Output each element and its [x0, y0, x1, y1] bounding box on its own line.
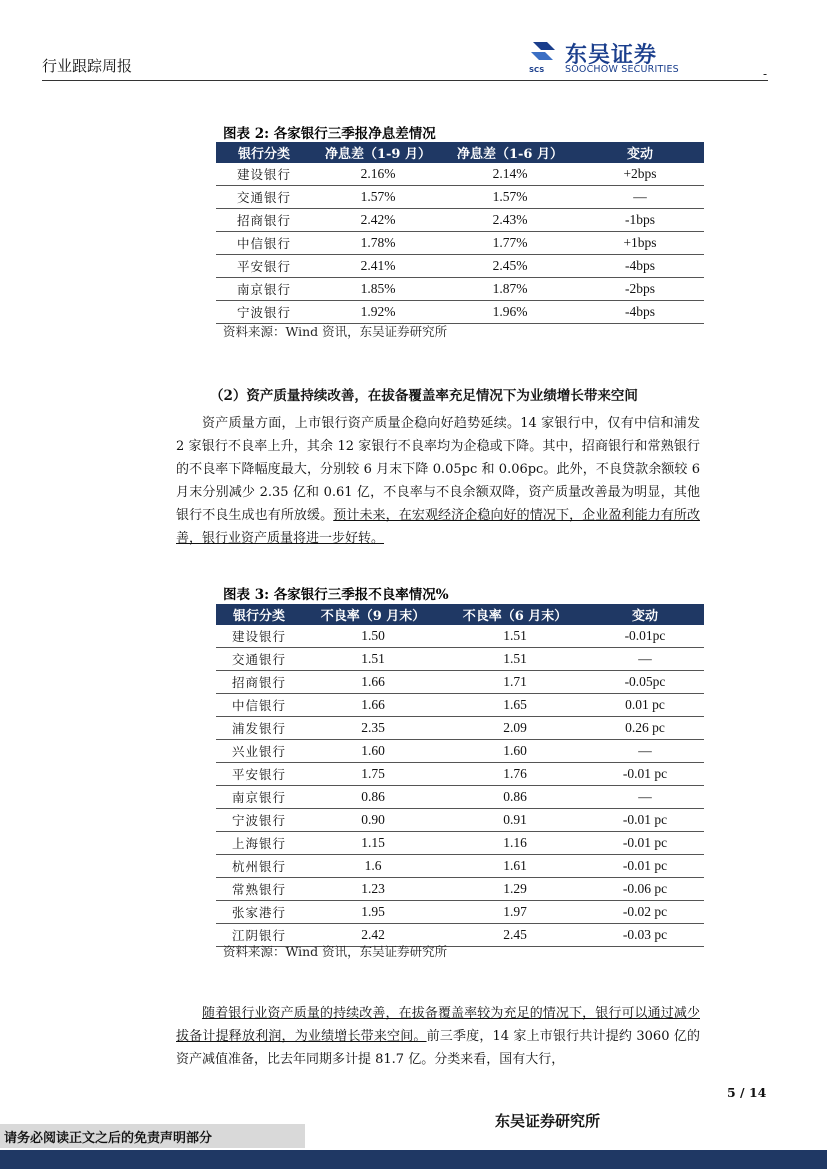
paragraph-text: 资产质量方面，上市银行资产质量企稳向好趋势延续。14 家银行中，仅有中信和浦发 2 家银行不良率上升，其余 12 家银行不良率均为企稳或下降。其中，招商银行和常熟银行的不良率下降幅度最大，分别较 6 月末下降 0.05pc 和 0.06pc。此外，不良贷款余额较 6 月末分别减少 2.35 亿和 0.61 亿，不良率与不良余额双降，资产质量改善最为明显，其他银行不良生成也有所放缓。	[176, 416, 700, 523]
bank-name-cell: 常熟银行	[216, 878, 302, 901]
table-cell: —	[586, 740, 704, 763]
bank-name-cell: 上海银行	[216, 832, 302, 855]
table-cell: 0.86	[302, 786, 444, 809]
logo-english-name: SOOCHOW SECURITIES	[565, 64, 679, 75]
table-cell: 1.65	[444, 694, 586, 717]
bank-name-cell: 杭州银行	[216, 855, 302, 878]
table-cell: -4bps	[576, 301, 704, 324]
table-cell: +2bps	[576, 163, 704, 186]
table-row	[216, 301, 704, 324]
company-logo	[527, 38, 707, 78]
table2-caption: 图表 2: 各家银行三季报净息差情况	[223, 126, 436, 142]
table-cell: -0.01 pc	[586, 855, 704, 878]
table3-header-cell: 变动	[586, 604, 704, 625]
table-cell: 0.01 pc	[586, 694, 704, 717]
table-row	[216, 763, 704, 786]
table-cell: 0.90	[302, 809, 444, 832]
table-cell: 1.71	[444, 671, 586, 694]
table2-header-row	[216, 142, 704, 163]
table-cell: 2.41%	[312, 255, 444, 278]
bank-name-cell: 交通银行	[216, 186, 312, 209]
table-cell: -0.01pc	[586, 625, 704, 648]
table2-net-interest-margin	[216, 142, 704, 324]
bank-name-cell: 南京银行	[216, 278, 312, 301]
table-cell: 1.78%	[312, 232, 444, 255]
table-row	[216, 625, 704, 648]
table-cell: 1.97	[444, 901, 586, 924]
table-cell: -0.02 pc	[586, 901, 704, 924]
table-cell: 1.75	[302, 763, 444, 786]
table-cell: 1.66	[302, 671, 444, 694]
table-row	[216, 163, 704, 186]
table-row	[216, 278, 704, 301]
table-cell: 1.15	[302, 832, 444, 855]
bank-name-cell: 浦发银行	[216, 717, 302, 740]
footer-band	[0, 1150, 827, 1169]
table-cell: 1.76	[444, 763, 586, 786]
table-cell: 1.6	[302, 855, 444, 878]
bank-name-cell: 平安银行	[216, 763, 302, 786]
table3-source: 资料来源：Wind 资讯，东吴证券研究所	[223, 944, 448, 959]
logo-chinese-name: 东吴证券	[565, 43, 658, 68]
table-cell: 1.57%	[444, 186, 576, 209]
header-dash: -	[763, 67, 768, 81]
table-cell: 1.92%	[312, 301, 444, 324]
table-cell: 1.96%	[444, 301, 576, 324]
table-cell: 1.29	[444, 878, 586, 901]
bank-name-cell: 南京银行	[216, 786, 302, 809]
table-cell: -0.01 pc	[586, 832, 704, 855]
paragraph-underlined-text: 预计未来，在宏观经济企稳向好的情况下，企业盈利能力有所改善，银行业资产质量将进一步好转。	[176, 508, 700, 546]
table-cell: -4bps	[576, 255, 704, 278]
table2-source: 资料来源：Wind 资讯，东吴证券研究所	[223, 324, 448, 339]
table-cell: —	[576, 186, 704, 209]
bank-name-cell: 宁波银行	[216, 301, 312, 324]
table2-header-cell: 净息差（1-6 月）	[444, 142, 576, 163]
table3-header-row	[216, 604, 704, 625]
bank-name-cell: 交通银行	[216, 648, 302, 671]
table-cell: -0.05pc	[586, 671, 704, 694]
table-cell: 1.57%	[312, 186, 444, 209]
table-cell: 1.51	[444, 625, 586, 648]
table-cell: -0.01 pc	[586, 809, 704, 832]
table-cell: 1.61	[444, 855, 586, 878]
table-row	[216, 717, 704, 740]
table-cell: 1.51	[302, 648, 444, 671]
table-cell: 1.51	[444, 648, 586, 671]
table-cell: -0.03 pc	[586, 924, 704, 947]
disclaimer-text: 请务必阅读正文之后的免责声明部分	[4, 1131, 213, 1146]
table-row	[216, 786, 704, 809]
header-divider	[42, 80, 768, 81]
table-cell: —	[586, 648, 704, 671]
table-cell: -2bps	[576, 278, 704, 301]
table-cell: 2.35	[302, 717, 444, 740]
bank-name-cell: 招商银行	[216, 209, 312, 232]
table-cell: 1.50	[302, 625, 444, 648]
table-row	[216, 901, 704, 924]
bank-name-cell: 宁波银行	[216, 809, 302, 832]
bank-name-cell: 平安银行	[216, 255, 312, 278]
table-row	[216, 186, 704, 209]
table-row	[216, 809, 704, 832]
table2-header-cell: 变动	[576, 142, 704, 163]
table-cell: 1.95	[302, 901, 444, 924]
table-cell: -0.06 pc	[586, 878, 704, 901]
table-row	[216, 855, 704, 878]
table-cell: +1bps	[576, 232, 704, 255]
table-row	[216, 255, 704, 278]
table-cell: 1.87%	[444, 278, 576, 301]
paragraph-underlined-text: 随着银行业资产质量的持续改善，在拔备覆盖率较为充足的情况下，银行可以通过减少拔备计提释放利润，为业绩增长带来空间。	[176, 1006, 700, 1044]
bank-name-cell: 中信银行	[216, 694, 302, 717]
table-row	[216, 694, 704, 717]
table3-header-cell: 银行分类	[216, 604, 302, 625]
table-cell: 1.77%	[444, 232, 576, 255]
table-cell: 1.60	[444, 740, 586, 763]
table-cell: —	[586, 786, 704, 809]
table-row	[216, 878, 704, 901]
table-cell: 2.42	[302, 924, 444, 947]
table-cell: 2.14%	[444, 163, 576, 186]
table-row	[216, 740, 704, 763]
table-cell: 2.45%	[444, 255, 576, 278]
table-row	[216, 648, 704, 671]
table-row	[216, 232, 704, 255]
table-cell: 2.43%	[444, 209, 576, 232]
bank-name-cell: 张家港行	[216, 901, 302, 924]
body-paragraph-2	[176, 1002, 700, 1071]
table-row	[216, 671, 704, 694]
table-cell: 2.16%	[312, 163, 444, 186]
table-cell: 2.42%	[312, 209, 444, 232]
table2-header-cell: 净息差（1-9 月）	[312, 142, 444, 163]
table-cell: -1bps	[576, 209, 704, 232]
bank-name-cell: 江阴银行	[216, 924, 302, 947]
bank-name-cell: 建设银行	[216, 163, 312, 186]
table3-header-cell: 不良率（6 月末）	[444, 604, 586, 625]
logo-abbr: SCS	[529, 66, 545, 74]
table-cell: 1.60	[302, 740, 444, 763]
table-cell: 1.66	[302, 694, 444, 717]
body-paragraph-1	[176, 412, 700, 550]
section-heading: （2）资产质量持续改善，在拔备覆盖率充足情况下为业绩增长带来空间	[210, 388, 638, 404]
bank-name-cell: 建设银行	[216, 625, 302, 648]
table3-header-cell: 不良率（9 月末）	[302, 604, 444, 625]
report-type-title: 行业跟踪周报	[42, 57, 133, 75]
bank-name-cell: 招商银行	[216, 671, 302, 694]
page-number: 5 / 14	[727, 1085, 767, 1100]
table-cell: 1.16	[444, 832, 586, 855]
footer-institute: 东吴证券研究所	[495, 1112, 601, 1130]
paragraph-text: 前三季度，14 家上市银行共计提约 3060 亿的资产减值准备，比去年同期多计提 81.7 亿。分类来看，国有大行，	[176, 1029, 700, 1067]
table2-header-cell: 银行分类	[216, 142, 312, 163]
bank-name-cell: 兴业银行	[216, 740, 302, 763]
table-cell: 0.91	[444, 809, 586, 832]
table-row	[216, 832, 704, 855]
table-cell: 0.86	[444, 786, 586, 809]
table-cell: 0.26 pc	[586, 717, 704, 740]
table-cell: 2.09	[444, 717, 586, 740]
table3-caption: 图表 3: 各家银行三季报不良率情况%	[223, 587, 449, 603]
table-cell: -0.01 pc	[586, 763, 704, 786]
bank-name-cell: 中信银行	[216, 232, 312, 255]
table-cell: 2.45	[444, 924, 586, 947]
table-cell: 1.23	[302, 878, 444, 901]
table3-npl-ratio	[216, 604, 704, 947]
table-row	[216, 209, 704, 232]
table-cell: 1.85%	[312, 278, 444, 301]
